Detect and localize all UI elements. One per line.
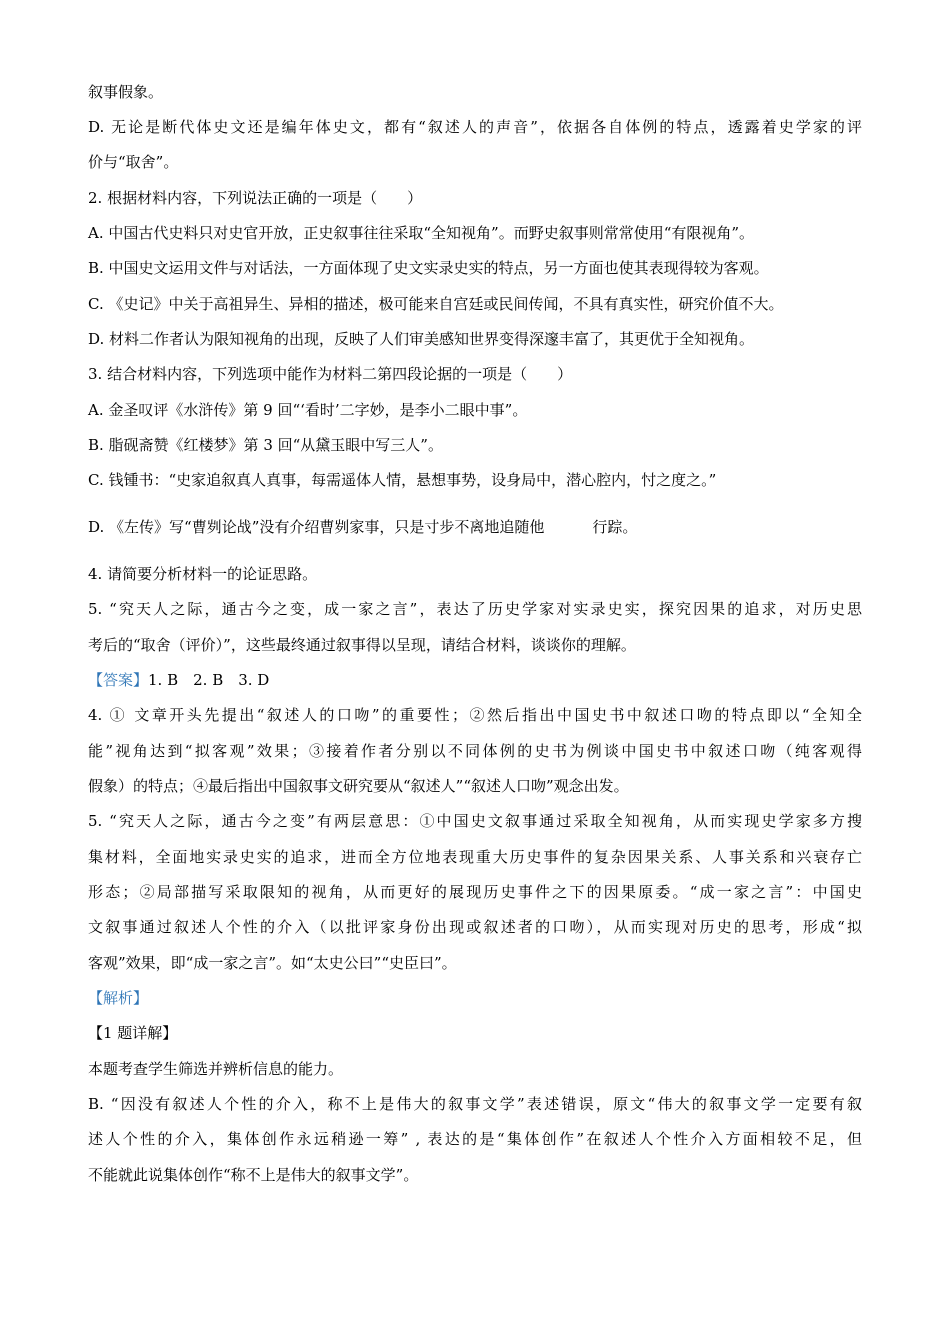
q3-option-d-part2: 行踪。	[592, 518, 638, 536]
option-d-line1: D. 无论是断代体史文还是编年体史文，都有“叙述人的声音”，依据各自体例的特点，透露着史学家的评	[88, 118, 862, 136]
q1-detail-line3: 不能就此说集体创作“称不上是伟大的叙事文学”。	[88, 1166, 419, 1184]
answer-line	[88, 670, 269, 690]
q2-option-a: A. 中国古代史料只对史官开放，正史叙事往往采取“全知视角”。而野史叙事则常常使用“有限视角”。	[88, 224, 755, 242]
q2-option-c: C. 《史记》中关于高祖异生、异相的描述，极可能来自宫廷或民间传闻，不具有真实性，研究价值不大。	[88, 295, 784, 313]
q3-option-c: C. 钱锺书：“史家追叙真人真事，每需遥体人情，悬想事势，设身局中，潜心腔内，忖之度之。”	[88, 471, 717, 489]
q1-detail-line1: B. “因没有叙述人个性的介入，称不上是伟大的叙事文学”表述错误，原文“伟大的叙事文学一定要有叙	[88, 1095, 862, 1113]
analysis-tag: 【解析】	[88, 989, 149, 1007]
option-d-line2: 价与“取舍”。	[88, 153, 179, 171]
q3-option-a: A. 金圣叹评《水浒传》第 9 回“‘看时’二字妙，是李小二眼中事”。	[88, 401, 528, 419]
q1-detail-intro: 本题考查学生筛选并辨析信息的能力。	[88, 1060, 344, 1078]
answer-5-line2: 集材料，全面地实录史实的追求，进而全方位地表现重大历史事件的复杂因果关系、人事关系和兴衰存亡	[88, 848, 862, 866]
answer-5-line3: 形态；②局部描写采取限知的视角，从而更好的展现历史事件之下的因果原委。“成一家之言”：中国史	[88, 883, 862, 901]
answer-5-line5: 客观”效果，即“成一家之言”。如“太史公曰”“史臣曰”。	[88, 954, 457, 972]
answer-choices: 1. B 2. B 3. D	[148, 671, 270, 689]
question-4: 4. 请简要分析材料一的论证思路。	[88, 565, 318, 583]
question-2: 2. 根据材料内容，下列说法正确的一项是（ ）	[88, 189, 423, 207]
answer-5-line1: 5. “究天人之际，通古今之变”有两层意思：①中国史文叙事通过采取全知视角，从而实现史学家多方搜	[88, 812, 862, 830]
q3-option-d	[88, 517, 637, 537]
q1-detail-line2: 述人个性的介入，集体创作永远稍逊一筹” , 表达的是“集体创作”在叙述人个性介入方面相较不足，但	[88, 1130, 862, 1148]
q3-option-b: B. 脂砚斋赞《红楼梦》第 3 回“从黛玉眼中写三人”。	[88, 436, 443, 454]
answer-4-line1: 4. ① 文章开头先提出“叙述人的口吻”的重要性；②然后指出中国史书中叙述口吻的特点即以“全知全	[88, 706, 862, 724]
q2-option-d: D. 材料二作者认为限知视角的出现，反映了人们审美感知世界变得深邃丰富了，其更优于全知视角。	[88, 330, 755, 348]
answer-5-line4: 文叙事通过叙述人个性的介入（以批评家身份出现或叙述者的口吻），从而实现对历史的思考，形成“拟	[88, 918, 862, 936]
text-line: 叙事假象。	[88, 83, 164, 101]
question-3: 3. 结合材料内容，下列选项中能作为材料二第四段论据的一项是（ ）	[88, 365, 573, 383]
q3-option-d-part1: D. 《左传》写“曹刿论战”没有介绍曹刿家事，只是寸步不离地追随他	[88, 518, 545, 536]
q2-option-b: B. 中国史文运用文件与对话法，一方面体现了史文实录史实的特点，另一方面也使其表现得较为客观。	[88, 259, 769, 277]
question-5-line1: 5. “究天人之际，通古今之变，成一家之言”，表达了历史学家对实录史实，探究因果的追求，对历史思	[88, 600, 862, 618]
answer-tag: 【答案】	[88, 671, 149, 689]
answer-4-line3: 假象）的特点；④最后指出中国叙事文研究要从“叙述人”“叙述人口吻”观念出发。	[88, 777, 629, 795]
answer-4-line2: 能”视角达到“拟客观”效果；③接着作者分别以不同体例的史书为例谈中国史书中叙述口吻（纯客观得	[88, 742, 862, 760]
question-5-line2: 考后的“取舍（评价）”，这些最终通过叙事得以呈现，请结合材料，谈谈你的理解。	[88, 636, 636, 654]
q1-detail-heading: 【1 题详解】	[88, 1024, 178, 1042]
